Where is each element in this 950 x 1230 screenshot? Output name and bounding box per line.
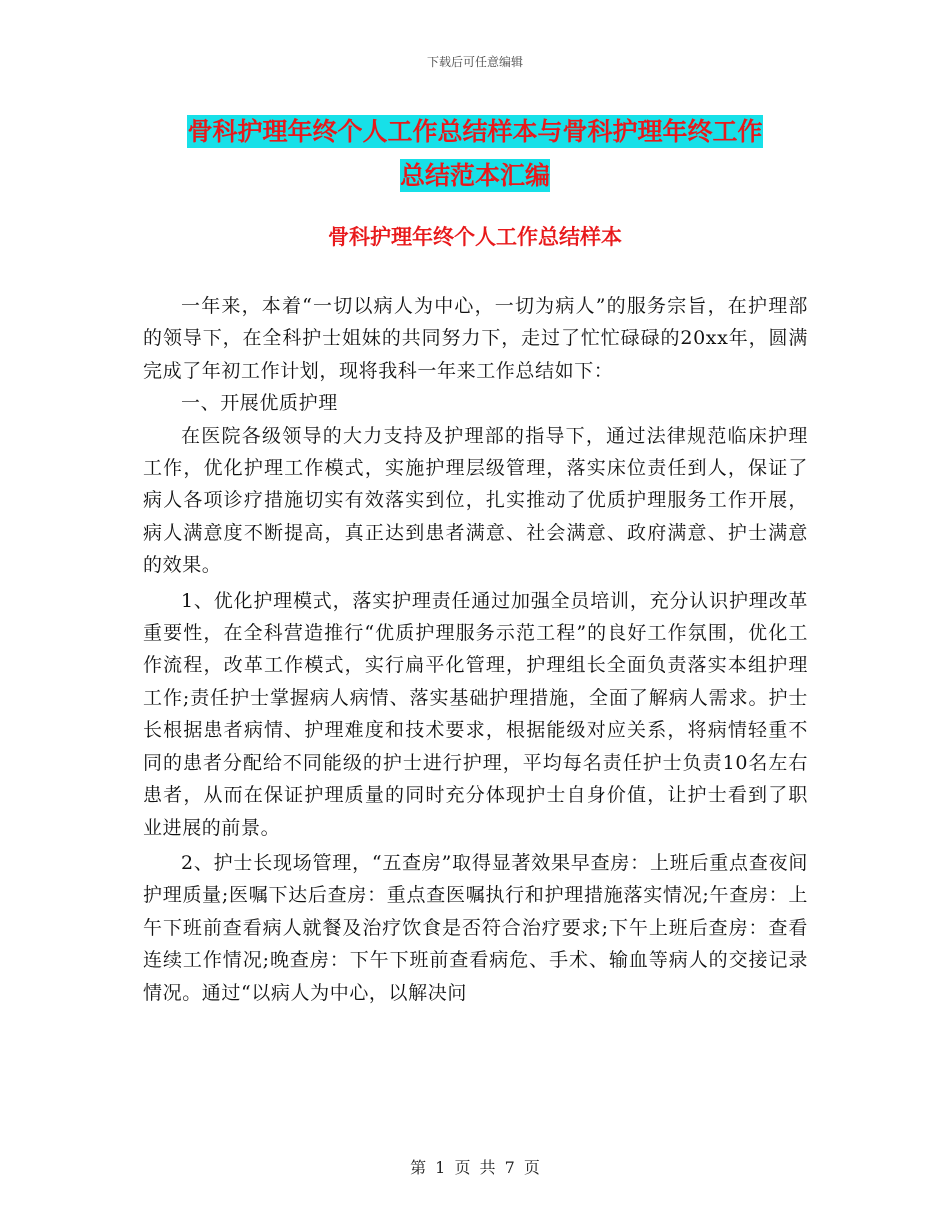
paragraph-care-model: 1、优化护理模式，落实护理责任通过加强全员培训，充分认识护理改革重要性，在全科营造推行“优质护理服务示范工程”的良好工作氛围，优化工作流程，改革工作模式，实行扁平化管理，护理组长全面负责落实本组护理工作;责任护士掌握病人病情、落实基础护理措施，全面了解病人需求。护士长根据患者病情、护理难度和技术要求，根据能级对应关系，将病情轻重不同的患者分配给不同能级的护士进行护理，平均每名责任护士负责10名左右患者，从而在保证护理质量的同时充分体现护士自身价值，让护士看到了职业进展的前景。: [143, 589, 808, 839]
paragraph-ward-rounds: 2、护士长现场管理，“五查房”取得显著效果早查房：上班后重点查夜间护理质量;医嘱下达后查房：重点查医嘱执行和护理措施落实情况;午查房：上午下班前查看病人就餐及治疗饮食是否符合治疗要求;下午上班后查房：查看连续工作情况;晚查房：下午下班前查看病危、手术、输血等病人的交接记录情况。通过“以病人为中心，以解决问: [143, 851, 808, 1004]
page-number: 第 1 页 共 7 页: [410, 1158, 540, 1177]
heading-quality-care: 一、开展优质护理: [181, 392, 338, 415]
paragraph-intro: 一年来，本着“一切以病人为中心，一切为病人”的服务宗旨，在护理部的领导下，在全科护士姐妹的共同努力下，走过了忙忙碌碌的20xx年，圆满完成了年初工作计划，现将我科一年来工作总结如下：: [143, 295, 808, 382]
body-text: [143, 290, 808, 1009]
document-title-line-1: 骨科护理年终个人工作总结样本与骨科护理年终工作: [187, 117, 763, 146]
header-note: 下载后可任意编辑: [426, 55, 523, 69]
document-title-line-2: 总结范本汇编: [399, 161, 550, 190]
section-title: 骨科护理年终个人工作总结样本: [328, 224, 622, 249]
document-title: [150, 110, 800, 198]
paragraph-quality-care: 在医院各级领导的大力支持及护理部的指导下，通过法律规范临床护理工作，优化护理工作模式，实施护理层级管理，落实床位责任到人，保证了病人各项诊疗措施切实有效落实到位，扎实推动了优质护理服务工作开展，病人满意度不断提高，真正达到患者满意、社会满意、政府满意、护士满意的效果。: [143, 424, 808, 577]
